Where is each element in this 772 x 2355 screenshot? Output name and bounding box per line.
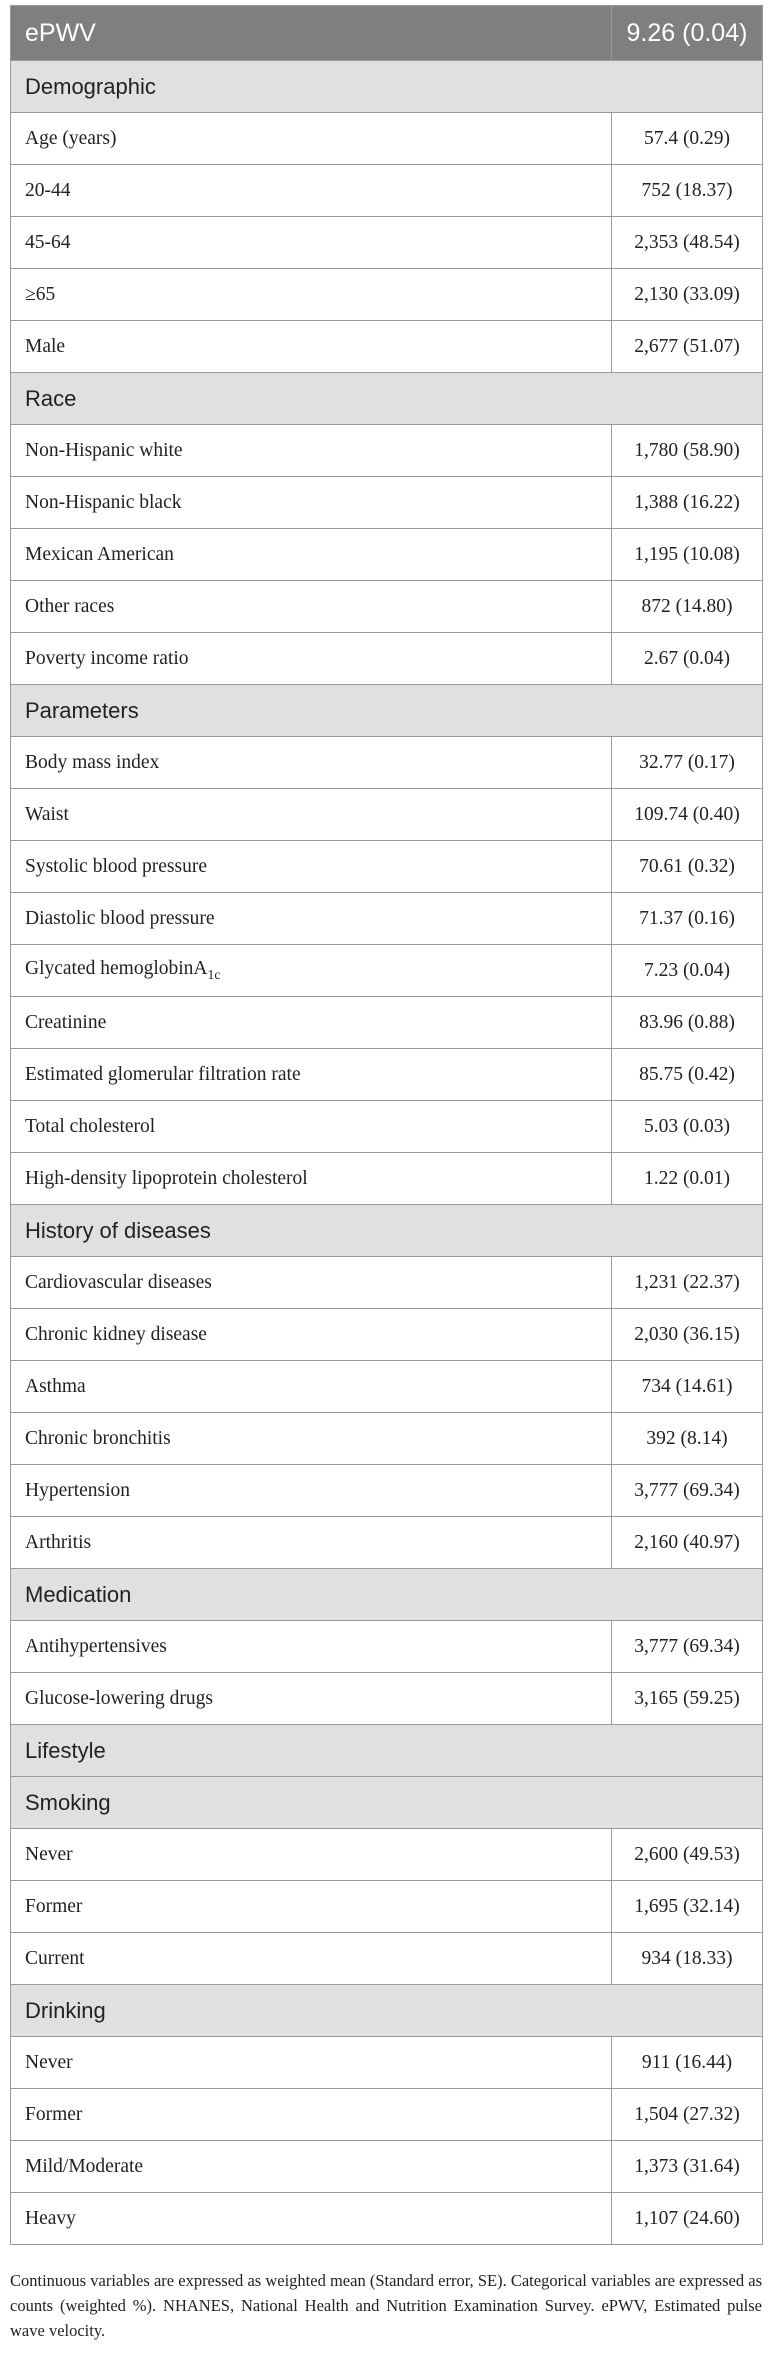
table-row [11, 1361, 763, 1413]
row-label: 45-64 [25, 231, 71, 253]
table-row [11, 1101, 763, 1153]
row-label: Arthritis [25, 1531, 92, 1553]
table-row [11, 1257, 763, 1309]
data-table [10, 5, 763, 2245]
row-label: Non-Hispanic black [25, 491, 182, 513]
table-row [11, 633, 763, 685]
section-header-row [11, 685, 763, 737]
row-value: 85.75 (0.42) [612, 1049, 763, 1101]
row-label-cell [11, 1049, 612, 1101]
table-row [11, 1621, 763, 1673]
row-value: 392 (8.14) [612, 1413, 763, 1465]
row-value: 1,388 (16.22) [612, 477, 763, 529]
row-value: 911 (16.44) [612, 2037, 763, 2089]
row-label-cell [11, 217, 612, 269]
row-label-cell [11, 2141, 612, 2193]
table-row [11, 2037, 763, 2089]
row-label: Chronic bronchitis [25, 1427, 171, 1449]
row-label: Asthma [25, 1375, 86, 1397]
table-row [11, 1881, 763, 1933]
row-value: 32.77 (0.17) [612, 737, 763, 789]
table-row [11, 165, 763, 217]
row-label: 20-44 [25, 179, 71, 201]
table-row [11, 2089, 763, 2141]
row-label: Former [25, 1895, 83, 1917]
row-label: Mexican American [25, 543, 174, 565]
row-label-cell [11, 1673, 612, 1725]
table-row [11, 893, 763, 945]
row-label: Glycated hemoglobinA [25, 958, 208, 980]
section-label: Medication [11, 1569, 763, 1621]
row-label-cell [11, 945, 612, 997]
table-footnote: Continuous variables are expressed as weighted mean (Standard error, SE). Categorical variables are expressed as counts (weighted %). NHANES, National Health and Nutrition Examination Survey. ePWV, Estimated pulse wave velocity. [10, 2271, 762, 2340]
row-label-cell [11, 1153, 612, 1205]
row-value: 70.61 (0.32) [612, 841, 763, 893]
row-label-cell [11, 633, 612, 685]
section-label: Parameters [11, 685, 763, 737]
row-label: Creatinine [25, 1011, 107, 1033]
row-label-cell [11, 1465, 612, 1517]
row-label-cell [11, 1881, 612, 1933]
row-label: Heavy [25, 2207, 76, 2229]
row-label: Systolic blood pressure [25, 855, 207, 877]
table-row [11, 217, 763, 269]
row-label-cell [11, 269, 612, 321]
table-body [11, 6, 763, 2245]
row-value: 1,780 (58.90) [612, 425, 763, 477]
table-row [11, 477, 763, 529]
section-header-row [11, 1777, 763, 1829]
row-label-cell [11, 581, 612, 633]
section-header-row [11, 1985, 763, 2037]
table-row [11, 997, 763, 1049]
row-value: 1.22 (0.01) [612, 1153, 763, 1205]
section-header-row [11, 1205, 763, 1257]
row-label-cell [11, 789, 612, 841]
row-label-cell [11, 893, 612, 945]
row-label: Waist [25, 803, 69, 825]
row-value: 3,777 (69.34) [612, 1465, 763, 1517]
row-value: 5.03 (0.03) [612, 1101, 763, 1153]
row-label-cell [11, 321, 612, 373]
header-value: 9.26 (0.04) [612, 6, 763, 61]
table-row [11, 2141, 763, 2193]
row-label: Antihypertensives [25, 1635, 167, 1657]
row-label-cell [11, 1361, 612, 1413]
row-label: Former [25, 2103, 83, 2125]
row-label-cell [11, 1257, 612, 1309]
row-label-cell [11, 2089, 612, 2141]
row-label: Never [25, 2051, 73, 2073]
table-row [11, 1049, 763, 1101]
row-value: 734 (14.61) [612, 1361, 763, 1413]
row-value: 109.74 (0.40) [612, 789, 763, 841]
row-label-cell [11, 737, 612, 789]
table-row [11, 1673, 763, 1725]
section-header-row [11, 373, 763, 425]
row-label-cell [11, 1829, 612, 1881]
row-label-cell [11, 1413, 612, 1465]
table-row [11, 581, 763, 633]
row-label: Never [25, 1843, 73, 1865]
row-label-cell [11, 1621, 612, 1673]
section-label: Drinking [11, 1985, 763, 2037]
row-value: 1,373 (31.64) [612, 2141, 763, 2193]
row-label: Chronic kidney disease [25, 1323, 207, 1345]
row-label: Estimated glomerular filtration rate [25, 1063, 301, 1085]
row-value: 2,353 (48.54) [612, 217, 763, 269]
section-header-row [11, 1569, 763, 1621]
row-value: 2,160 (40.97) [612, 1517, 763, 1569]
row-value: 752 (18.37) [612, 165, 763, 217]
table-row [11, 945, 763, 997]
table-row [11, 425, 763, 477]
row-value: 872 (14.80) [612, 581, 763, 633]
row-value: 83.96 (0.88) [612, 997, 763, 1049]
table-row [11, 841, 763, 893]
section-header-row [11, 61, 763, 113]
row-label-cell [11, 425, 612, 477]
section-label: Demographic [11, 61, 763, 113]
table-header-row [11, 6, 763, 61]
row-label: Current [25, 1947, 85, 1969]
row-label-cell [11, 997, 612, 1049]
row-label: Diastolic blood pressure [25, 907, 215, 929]
row-label-cell [11, 165, 612, 217]
row-value: 1,504 (27.32) [612, 2089, 763, 2141]
header-label: ePWV [11, 6, 612, 61]
table-row [11, 1517, 763, 1569]
section-label: Lifestyle [11, 1725, 763, 1777]
row-value: 2,130 (33.09) [612, 269, 763, 321]
row-label: Age (years) [25, 127, 117, 149]
row-label: Total cholesterol [25, 1115, 156, 1137]
row-label-cell [11, 2193, 612, 2245]
row-value: 1,231 (22.37) [612, 1257, 763, 1309]
row-label: Glucose-lowering drugs [25, 1687, 213, 1709]
row-label: Other races [25, 595, 115, 617]
row-value: 57.4 (0.29) [612, 113, 763, 165]
row-value: 2,600 (49.53) [612, 1829, 763, 1881]
row-label: Hypertension [25, 1479, 131, 1501]
row-value: 2,030 (36.15) [612, 1309, 763, 1361]
table-row [11, 789, 763, 841]
section-header-row [11, 1725, 763, 1777]
row-label-cell [11, 113, 612, 165]
row-label: Cardiovascular diseases [25, 1271, 212, 1293]
row-label-cell [11, 1101, 612, 1153]
section-label: Race [11, 373, 763, 425]
row-value: 3,777 (69.34) [612, 1621, 763, 1673]
section-label: History of diseases [11, 1205, 763, 1257]
table-row [11, 321, 763, 373]
data-table-container [10, 5, 762, 2245]
row-label-subscript: 1c [207, 966, 221, 982]
table-row [11, 737, 763, 789]
row-value: 3,165 (59.25) [612, 1673, 763, 1725]
row-label: High-density lipoprotein cholesterol [25, 1167, 308, 1189]
row-label-cell [11, 1933, 612, 1985]
row-label-cell [11, 841, 612, 893]
row-value: 71.37 (0.16) [612, 893, 763, 945]
table-row [11, 1153, 763, 1205]
row-value: 2.67 (0.04) [612, 633, 763, 685]
row-value: 1,695 (32.14) [612, 1881, 763, 1933]
row-value: 2,677 (51.07) [612, 321, 763, 373]
row-value: 7.23 (0.04) [612, 945, 763, 997]
row-value: 934 (18.33) [612, 1933, 763, 1985]
row-label: Non-Hispanic white [25, 439, 183, 461]
table-row [11, 1933, 763, 1985]
row-label: Body mass index [25, 751, 160, 773]
table-row [11, 269, 763, 321]
table-row [11, 1465, 763, 1517]
row-label-cell [11, 2037, 612, 2089]
row-label-cell [11, 1309, 612, 1361]
table-row [11, 113, 763, 165]
row-label: ≥65 [25, 283, 56, 305]
row-label: Poverty income ratio [25, 647, 189, 669]
row-label: Mild/Moderate [25, 2155, 144, 2177]
row-label-cell [11, 1517, 612, 1569]
table-row [11, 1309, 763, 1361]
row-value: 1,195 (10.08) [612, 529, 763, 581]
row-label-cell [11, 529, 612, 581]
table-row [11, 529, 763, 581]
table-row [11, 1413, 763, 1465]
section-label: Smoking [11, 1777, 763, 1829]
table-row [11, 2193, 763, 2245]
row-value: 1,107 (24.60) [612, 2193, 763, 2245]
row-label: Male [25, 335, 66, 357]
table-row [11, 1829, 763, 1881]
row-label-cell [11, 477, 612, 529]
